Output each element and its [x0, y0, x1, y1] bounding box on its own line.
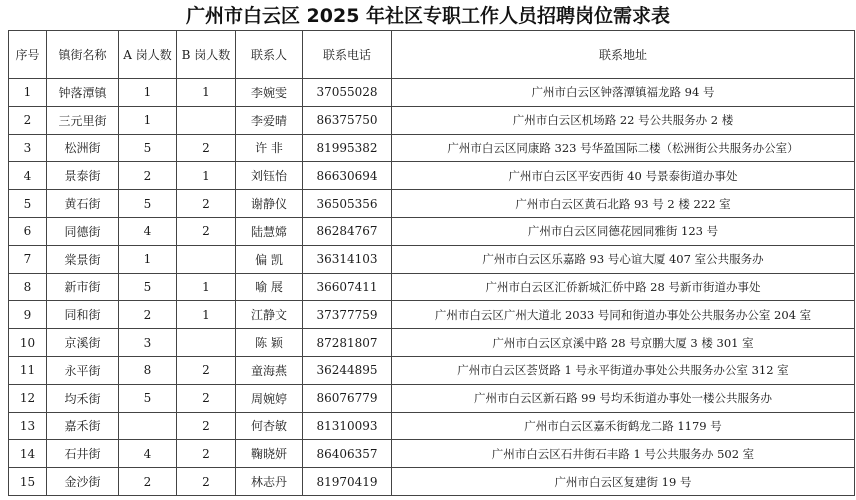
cell-b-count: 2 — [177, 412, 236, 440]
page-title: 广州市白云区 2025 年社区专职工作人员招聘岗位需求表 — [185, 5, 671, 27]
cell-phone: 36244895 — [303, 356, 392, 384]
cell-phone: 86076779 — [303, 384, 392, 412]
cell-a-count: 5 — [119, 384, 177, 412]
cell-phone: 86630694 — [303, 162, 392, 190]
header-no: 序号 — [9, 31, 47, 79]
cell-phone: 86375750 — [303, 106, 392, 134]
cell-a-count: 4 — [119, 217, 177, 245]
cell-a-count: 2 — [119, 301, 177, 329]
cell-contact: 陆慧嫦 — [236, 217, 303, 245]
table-row — [9, 440, 855, 468]
cell-b-count: 1 — [177, 79, 236, 107]
cell-phone: 36607411 — [303, 273, 392, 301]
cell-street: 三元里街 — [47, 106, 119, 134]
header-a-count: A 岗人数 — [119, 31, 177, 79]
cell-address: 广州市白云区荟贤路 1 号永平街道办事处公共服务办公室 312 室 — [392, 356, 855, 384]
cell-b-count: 1 — [177, 162, 236, 190]
cell-phone: 81995382 — [303, 134, 392, 162]
cell-phone: 37377759 — [303, 301, 392, 329]
cell-street: 永平街 — [47, 356, 119, 384]
cell-address: 广州市白云区同德花园同雅街 123 号 — [392, 217, 855, 245]
cell-address: 广州市白云区同康路 323 号华盈国际二楼（松洲街公共服务办公室） — [392, 134, 855, 162]
cell-a-count: 8 — [119, 356, 177, 384]
cell-no: 2 — [9, 106, 47, 134]
cell-no: 5 — [9, 190, 47, 218]
cell-no: 15 — [9, 468, 47, 496]
cell-no: 11 — [9, 356, 47, 384]
cell-a-count: 4 — [119, 440, 177, 468]
cell-contact: 李爱晴 — [236, 106, 303, 134]
cell-contact: 许 非 — [236, 134, 303, 162]
cell-b-count: 1 — [177, 273, 236, 301]
cell-b-count: 2 — [177, 440, 236, 468]
cell-phone: 36314103 — [303, 245, 392, 273]
cell-phone: 87281807 — [303, 329, 392, 357]
cell-street: 景泰街 — [47, 162, 119, 190]
cell-phone: 86406357 — [303, 440, 392, 468]
cell-contact: 陈 颖 — [236, 329, 303, 357]
cell-address: 广州市白云区黄石北路 93 号 2 楼 222 室 — [392, 190, 855, 218]
cell-a-count: 1 — [119, 245, 177, 273]
header-contact: 联系人 — [236, 31, 303, 79]
cell-a-count: 1 — [119, 79, 177, 107]
cell-address: 广州市白云区嘉禾街鹤龙二路 1179 号 — [392, 412, 855, 440]
cell-b-count — [177, 106, 236, 134]
cell-contact: 江静文 — [236, 301, 303, 329]
header-address: 联系地址 — [392, 31, 855, 79]
cell-street: 嘉禾街 — [47, 412, 119, 440]
table-row — [9, 301, 855, 329]
cell-address: 广州市白云区机场路 22 号公共服务办 2 楼 — [392, 106, 855, 134]
header-phone: 联系电话 — [303, 31, 392, 79]
cell-phone: 81970419 — [303, 468, 392, 496]
table-row — [9, 162, 855, 190]
cell-b-count: 1 — [177, 301, 236, 329]
cell-street: 棠景街 — [47, 245, 119, 273]
cell-address: 广州市白云区广州大道北 2033 号同和街道办事处公共服务办公室 204 室 — [392, 301, 855, 329]
cell-street: 同和街 — [47, 301, 119, 329]
cell-phone: 81310093 — [303, 412, 392, 440]
cell-phone: 37055028 — [303, 79, 392, 107]
cell-no: 4 — [9, 162, 47, 190]
cell-b-count: 2 — [177, 217, 236, 245]
table-row — [9, 329, 855, 357]
table-row — [9, 273, 855, 301]
cell-no: 3 — [9, 134, 47, 162]
cell-contact: 童海燕 — [236, 356, 303, 384]
cell-contact: 林志丹 — [236, 468, 303, 496]
table-row — [9, 106, 855, 134]
cell-street: 黄石街 — [47, 190, 119, 218]
cell-street: 钟落潭镇 — [47, 79, 119, 107]
cell-a-count: 2 — [119, 162, 177, 190]
cell-no: 9 — [9, 301, 47, 329]
cell-street: 石井街 — [47, 440, 119, 468]
cell-address: 广州市白云区乐嘉路 93 号心谊大厦 407 室公共服务办 — [392, 245, 855, 273]
cell-b-count: 2 — [177, 468, 236, 496]
cell-street: 同德街 — [47, 217, 119, 245]
table-row — [9, 412, 855, 440]
cell-contact: 李婉雯 — [236, 79, 303, 107]
cell-street: 新市街 — [47, 273, 119, 301]
cell-no: 8 — [9, 273, 47, 301]
cell-address: 广州市白云区汇侨新城汇侨中路 28 号新市街道办事处 — [392, 273, 855, 301]
cell-a-count — [119, 412, 177, 440]
cell-contact: 鞠晓妍 — [236, 440, 303, 468]
cell-phone: 86284767 — [303, 217, 392, 245]
cell-contact: 周婉婷 — [236, 384, 303, 412]
cell-address: 广州市白云区钟落潭镇福龙路 94 号 — [392, 79, 855, 107]
cell-no: 6 — [9, 217, 47, 245]
table-row — [9, 217, 855, 245]
cell-contact: 谢静仪 — [236, 190, 303, 218]
cell-street: 均禾街 — [47, 384, 119, 412]
cell-a-count: 1 — [119, 106, 177, 134]
cell-no: 13 — [9, 412, 47, 440]
recruitment-table — [8, 30, 855, 496]
cell-no: 12 — [9, 384, 47, 412]
header-b-count: B 岗人数 — [177, 31, 236, 79]
table-row — [9, 245, 855, 273]
cell-street: 金沙街 — [47, 468, 119, 496]
cell-street: 京溪街 — [47, 329, 119, 357]
cell-address: 广州市白云区石井街石丰路 1 号公共服务办 502 室 — [392, 440, 855, 468]
cell-contact: 刘钰怡 — [236, 162, 303, 190]
table-row — [9, 79, 855, 107]
cell-no: 1 — [9, 79, 47, 107]
cell-address: 广州市白云区复建街 19 号 — [392, 468, 855, 496]
cell-no: 14 — [9, 440, 47, 468]
cell-b-count — [177, 245, 236, 273]
cell-a-count: 2 — [119, 468, 177, 496]
cell-b-count: 2 — [177, 384, 236, 412]
cell-address: 广州市白云区京溪中路 28 号京鹏大厦 3 楼 301 室 — [392, 329, 855, 357]
cell-street: 松洲街 — [47, 134, 119, 162]
cell-contact: 何杏敏 — [236, 412, 303, 440]
table-row — [9, 190, 855, 218]
cell-address: 广州市白云区新石路 99 号均禾街道办事处一楼公共服务办 — [392, 384, 855, 412]
table-row — [9, 384, 855, 412]
cell-a-count: 5 — [119, 273, 177, 301]
cell-address: 广州市白云区平安西街 40 号景泰街道办事处 — [392, 162, 855, 190]
cell-phone: 36505356 — [303, 190, 392, 218]
cell-contact: 偏 凯 — [236, 245, 303, 273]
cell-a-count: 5 — [119, 190, 177, 218]
cell-b-count: 2 — [177, 190, 236, 218]
cell-b-count: 2 — [177, 356, 236, 384]
cell-no: 7 — [9, 245, 47, 273]
header-row — [9, 31, 855, 79]
header-street: 镇街名称 — [47, 31, 119, 79]
cell-a-count: 5 — [119, 134, 177, 162]
table-row — [9, 468, 855, 496]
cell-b-count — [177, 329, 236, 357]
table-row — [9, 134, 855, 162]
cell-no: 10 — [9, 329, 47, 357]
cell-contact: 喻 展 — [236, 273, 303, 301]
cell-b-count: 2 — [177, 134, 236, 162]
table-row — [9, 356, 855, 384]
cell-a-count: 3 — [119, 329, 177, 357]
